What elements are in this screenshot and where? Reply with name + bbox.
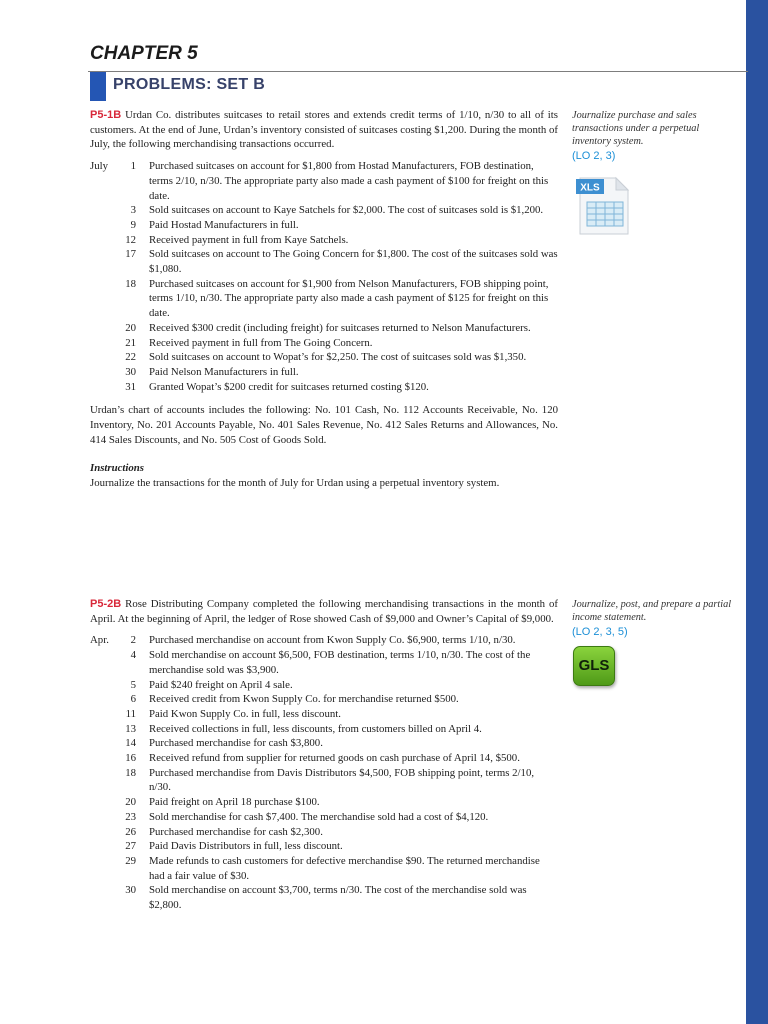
section-title: PROBLEMS: SET B bbox=[113, 76, 266, 93]
transaction-description: Paid Kwon Supply Co. in full, less discount. bbox=[149, 707, 341, 720]
transaction-month bbox=[90, 722, 114, 737]
transaction-row bbox=[90, 648, 558, 677]
transaction-description: Purchased merchandise for cash $2,300. bbox=[149, 825, 323, 838]
transaction-row bbox=[90, 839, 558, 854]
transaction-day: 1 bbox=[130, 160, 136, 173]
transaction-month bbox=[90, 247, 114, 276]
xls-icon-label: XLS bbox=[580, 182, 600, 194]
transaction-description: Received $300 credit (including freight) for suitcases returned to Nelson Manufacturers. bbox=[149, 321, 531, 334]
transaction-list bbox=[90, 159, 558, 394]
learning-objectives: (LO 2, 3) bbox=[572, 150, 616, 162]
transaction-row bbox=[90, 722, 558, 737]
right-edge-bar bbox=[746, 0, 768, 1024]
transaction-month bbox=[90, 321, 114, 336]
transaction-description: Sold suitcases on account to Wopat’s for $2,250. The cost of suitcases sold was $1,350. bbox=[149, 351, 527, 364]
transaction-month bbox=[90, 336, 114, 351]
transaction-day: 6 bbox=[130, 693, 136, 706]
transaction-month: Apr. bbox=[90, 634, 109, 647]
xls-icon[interactable] bbox=[576, 176, 634, 236]
transaction-description: Paid Nelson Manufacturers in full. bbox=[149, 365, 299, 378]
transaction-description: Received refund from supplier for returned goods on cash purchase of April 14, $500. bbox=[149, 752, 520, 765]
transaction-day: 22 bbox=[125, 351, 136, 364]
transaction-day: 26 bbox=[125, 825, 136, 838]
transaction-day: 4 bbox=[130, 649, 136, 662]
transaction-day: 27 bbox=[125, 840, 136, 853]
transaction-list bbox=[90, 633, 558, 912]
transaction-description: Sold merchandise for cash $7,400. The merchandise sold had a cost of $4,120. bbox=[149, 810, 489, 823]
chart-of-accounts: Urdan’s chart of accounts includes the following: No. 101 Cash, No. 112 Accounts Receivable, No. 120 Inventory, No. 201 Accounts Payable, No. 401 Sales Revenue, No. 412 Sales Returns and Allowances, No. 414 Sales Discounts, and No. 505 Cost of Goods Sold. bbox=[90, 404, 558, 446]
transaction-row bbox=[90, 883, 558, 912]
transaction-description: Sold suitcases on account to Kaye Satchels for $2,000. The cost of suitcases sold is $1,200. bbox=[149, 204, 544, 217]
transaction-row bbox=[90, 707, 558, 722]
transaction-month bbox=[90, 678, 114, 693]
transaction-row bbox=[90, 321, 558, 336]
transaction-day: 12 bbox=[125, 233, 136, 246]
instructions-heading: Instructions bbox=[90, 462, 145, 475]
transaction-description: Received payment in full from The Going Concern. bbox=[149, 336, 373, 349]
transaction-row bbox=[90, 678, 558, 693]
transaction-day: 20 bbox=[125, 321, 136, 334]
transaction-month bbox=[90, 277, 114, 321]
transaction-day: 18 bbox=[125, 766, 136, 779]
transaction-description: Purchased merchandise from Davis Distributors $4,500, FOB shipping point, terms 2/10, n/30. bbox=[149, 766, 535, 794]
transaction-month bbox=[90, 736, 114, 751]
problem-p5-2b bbox=[90, 597, 558, 913]
transaction-row bbox=[90, 751, 558, 766]
transaction-month: July bbox=[90, 160, 108, 173]
transaction-month bbox=[90, 707, 114, 722]
transaction-row bbox=[90, 766, 558, 795]
transaction-month bbox=[90, 233, 114, 248]
transaction-description: Granted Wopat’s $200 credit for suitcases returned costing $120. bbox=[149, 380, 429, 393]
transaction-day: 11 bbox=[125, 707, 136, 720]
transaction-month bbox=[90, 795, 114, 810]
transaction-day: 5 bbox=[130, 678, 136, 691]
transaction-row bbox=[90, 810, 558, 825]
problem-p5-1b bbox=[90, 108, 558, 491]
transaction-month bbox=[90, 203, 114, 218]
transaction-description: Received collections in full, less discounts, from customers billed on April 4. bbox=[149, 722, 482, 735]
transaction-row bbox=[90, 336, 558, 351]
transaction-month bbox=[90, 825, 114, 840]
transaction-day: 17 bbox=[125, 248, 136, 261]
transaction-month bbox=[90, 883, 114, 912]
transaction-row bbox=[90, 277, 558, 321]
transaction-description: Sold suitcases on account to The Going Concern for $1,800. The cost of the suitcases sold was $1,080. bbox=[149, 248, 558, 276]
transaction-day: 30 bbox=[125, 365, 136, 378]
transaction-description: Purchased suitcases on account for $1,800 from Hostad Manufacturers, FOB destination, terms 2/10, n/30. The appropriate party also made a cash payment of $100 for freight on this date. bbox=[149, 160, 549, 202]
transaction-row bbox=[90, 218, 558, 233]
transaction-month bbox=[90, 854, 114, 883]
transaction-description: Sold merchandise on account $3,700, terms n/30. The cost of the merchandise sold was $2,800. bbox=[149, 884, 527, 912]
transaction-row bbox=[90, 795, 558, 810]
transaction-day: 30 bbox=[125, 884, 136, 897]
side-note-p5-2b bbox=[572, 598, 732, 639]
transaction-day: 2 bbox=[130, 634, 136, 647]
chapter-title: CHAPTER 5 bbox=[90, 43, 198, 64]
transaction-description: Purchased suitcases on account for $1,900 from Nelson Manufacturers, FOB shipping point, terms 1/10, n/30. The appropriate party also made a cash payment of $125 for freight on this date. bbox=[149, 277, 549, 320]
instructions-text: Journalize the transactions for the month of July for Urdan using a perpetual inventory system. bbox=[90, 477, 500, 490]
transaction-month bbox=[90, 365, 114, 380]
section-marker bbox=[90, 72, 106, 101]
transaction-description: Paid $240 freight on April 4 sale. bbox=[149, 678, 293, 691]
transaction-month bbox=[90, 692, 114, 707]
header-rule bbox=[88, 71, 748, 72]
transaction-description: Paid Davis Distributors in full, less discount. bbox=[149, 840, 343, 853]
transaction-description: Paid freight on April 18 purchase $100. bbox=[149, 796, 320, 809]
transaction-row bbox=[90, 380, 558, 395]
transaction-day: 21 bbox=[125, 336, 136, 349]
transaction-description: Sold merchandise on account $6,500, FOB destination, terms 1/10, n/30. The cost of the merchandise sold was $3,900. bbox=[149, 649, 531, 676]
problem-intro bbox=[90, 108, 558, 152]
transaction-description: Purchased merchandise for cash $3,800. bbox=[149, 737, 323, 750]
transaction-day: 31 bbox=[125, 380, 136, 393]
problem-intro-text: Urdan Co. distributes suitcases to retail stores and extends credit terms of 1/10, n/30 to all of its customers. At the end of June, Urdan’s inventory consisted of suitcases costing $1,200. During the month of July, the following merchandising transactions occurred. bbox=[90, 109, 559, 151]
transaction-description: Made refunds to cash customers for defective merchandise $90. The returned merchandise had a fair value of $30. bbox=[149, 854, 540, 882]
transaction-day: 14 bbox=[125, 737, 136, 750]
transaction-day: 23 bbox=[125, 810, 136, 823]
transaction-row bbox=[90, 854, 558, 883]
transaction-description: Received credit from Kwon Supply Co. for merchandise returned $500. bbox=[149, 693, 459, 706]
transaction-day: 20 bbox=[125, 796, 136, 809]
transaction-row bbox=[90, 692, 558, 707]
transaction-day: 18 bbox=[125, 277, 136, 290]
problem-intro bbox=[90, 597, 558, 626]
transaction-day: 9 bbox=[130, 218, 136, 231]
side-note-text: Journalize, post, and prepare a partial income statement. bbox=[572, 599, 732, 623]
transaction-day: 13 bbox=[125, 722, 136, 735]
problem-intro-text: Rose Distributing Company completed the following merchandising transactions in the month of April. At the beginning of April, the ledger of Rose showed Cash of $9,000 and Owner’s Capital of $9,000. bbox=[90, 598, 558, 625]
transaction-row bbox=[90, 203, 558, 218]
problem-number: P5-2B bbox=[90, 598, 122, 610]
transaction-month bbox=[90, 839, 114, 854]
transaction-row bbox=[90, 633, 558, 648]
transaction-row bbox=[90, 350, 558, 365]
transaction-month bbox=[90, 218, 114, 233]
transaction-month bbox=[90, 350, 114, 365]
transaction-day: 29 bbox=[125, 854, 136, 867]
transaction-row bbox=[90, 159, 558, 203]
learning-objectives: (LO 2, 3, 5) bbox=[572, 626, 628, 638]
gls-icon[interactable]: GLS bbox=[573, 646, 615, 686]
transaction-row bbox=[90, 247, 558, 276]
side-note-p5-1b bbox=[572, 109, 732, 163]
problem-number: P5-1B bbox=[90, 109, 122, 121]
transaction-row bbox=[90, 365, 558, 380]
transaction-description: Purchased merchandise on account from Kwon Supply Co. $6,900, terms 1/10, n/30. bbox=[149, 634, 516, 647]
transaction-month bbox=[90, 380, 114, 395]
transaction-row bbox=[90, 233, 558, 248]
transaction-month bbox=[90, 751, 114, 766]
transaction-day: 16 bbox=[125, 752, 136, 765]
transaction-description: Paid Hostad Manufacturers in full. bbox=[149, 218, 299, 231]
transaction-day: 3 bbox=[130, 204, 136, 217]
transaction-row bbox=[90, 825, 558, 840]
transaction-month bbox=[90, 766, 114, 795]
transaction-description: Received payment in full from Kaye Satchels. bbox=[149, 233, 349, 246]
side-note-text: Journalize purchase and sales transactions under a perpetual inventory system. bbox=[572, 110, 700, 147]
transaction-row bbox=[90, 736, 558, 751]
transaction-month bbox=[90, 648, 114, 677]
transaction-month bbox=[90, 810, 114, 825]
